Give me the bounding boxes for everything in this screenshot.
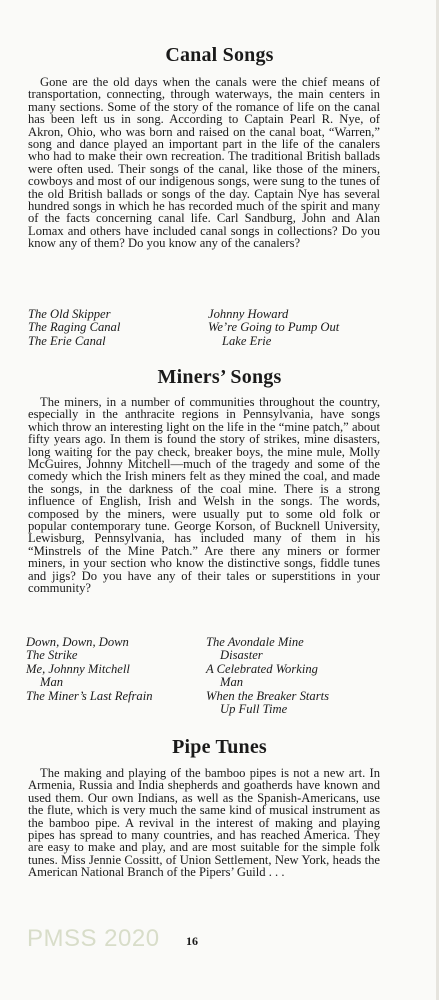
canal-song-list-left — [28, 308, 218, 348]
miners-songs-paragraph: The miners, in a number of communities throughout the country, especially in the anthracite regions in Pennsylvania, have songs which throw an interesting light on the life in the “mine patch,” about fifty years ago. In them is found the story of strikes, mine disasters, long waiting for the pay check, breaker boys, the mine mule, Molly McGuires, Johnny Mitchell—much of the tragedy and some of the comedy which the Irish miners felt as they mined the coal, and made the songs, in the darkness of the coal mine. There is a strong influence of English, Irish and Welsh in the songs. The words, composed by the miners, were usually put to some old folk or popular contemporary tune. George Korson, of Bucknell University, Lewisburg, Pennsylvania, has included many of them in his “Minstrels of the Mine Patch.” Are there any miners or former miners, in your section who know the distinctive songs, fiddle tunes and jigs? Do you have any of their tales or superstitions in your community? — [28, 395, 380, 596]
song-title: The Erie Canal — [28, 333, 106, 348]
canal-songs-heading: Canal Songs — [165, 44, 274, 66]
song-title: Johnny Howard — [208, 307, 289, 321]
song-title: The Avondale Mine — [206, 635, 304, 649]
pipe-tunes-paragraph: The making and playing of the bamboo pipes is not a new art. In Armenia, Russia and India shepherds and goatherds have known and used them. Our own Indians, as well as the Spanish-Americans, use the flute, which is very much the same kind of musical instrument as the bamboo pipe. A revival in the interest of making and playing pipes has spread to many countries, and has reached America. They are easy to make and play, and are most suitable for the simple folk tunes. Miss Jennie Cossitt, of Union Settlement, New York, heads the American National Branch of the Pipers’ Guild . . . — [28, 766, 380, 880]
miners-song-list — [28, 636, 388, 716]
song-title: Me, Johnny Mitchell — [26, 661, 130, 676]
miners-songs-heading: Miners’ Songs — [157, 366, 282, 388]
archive-watermark: PMSS 2020 — [27, 925, 160, 952]
song-title: The Strike — [26, 648, 78, 663]
song-title: We’re Going to Pump Out — [208, 320, 340, 335]
song-title: The Old Skipper — [28, 307, 111, 321]
song-title: A Celebrated Working — [206, 661, 318, 676]
canal-songs-paragraph: Gone are the old days when the canals were the chief means of transportation, connecting, through waterways, the main centers in many sections. Some of the story of the romance of life on the canal has been left us in song. According to Captain Pearl R. Nye, of Akron, Ohio, who was born and raised on the canal boat, “Warren,” song and dance played an important part in the life of the canalers who had to make their own recreation. The traditional British ballads were often used. Their songs of the canal, like those of the miners, cowboys and most of our indigenous songs, were sung to the tunes of the old British ballads or songs of the day. Captain Nye has several hundred songs in which he has recorded much of the spirit and many of the facts concerning canal life. Carl Sandburg, John and Alan Lomax and others have included canal songs in collections? Do you know any of them? Do you know any of the canalers? — [28, 75, 380, 251]
page-number: 16 — [186, 934, 198, 948]
song-title: Disaster — [220, 648, 263, 663]
song-title: Up Full Time — [220, 702, 288, 717]
canal-song-list — [28, 308, 388, 350]
miners-song-list-right — [206, 636, 396, 716]
song-title: The Miner’s Last Refrain — [26, 688, 153, 703]
song-title: Down, Down, Down — [26, 635, 129, 649]
miners-song-list-left — [26, 636, 216, 703]
song-title: Lake Erie — [222, 333, 272, 348]
pipe-tunes-heading: Pipe Tunes — [172, 736, 267, 758]
song-title: When the Breaker Starts — [206, 688, 329, 703]
song-title: The Raging Canal — [28, 320, 121, 335]
song-title: Man — [220, 675, 244, 690]
canal-song-list-right — [208, 308, 398, 348]
song-title: Man — [40, 675, 64, 690]
